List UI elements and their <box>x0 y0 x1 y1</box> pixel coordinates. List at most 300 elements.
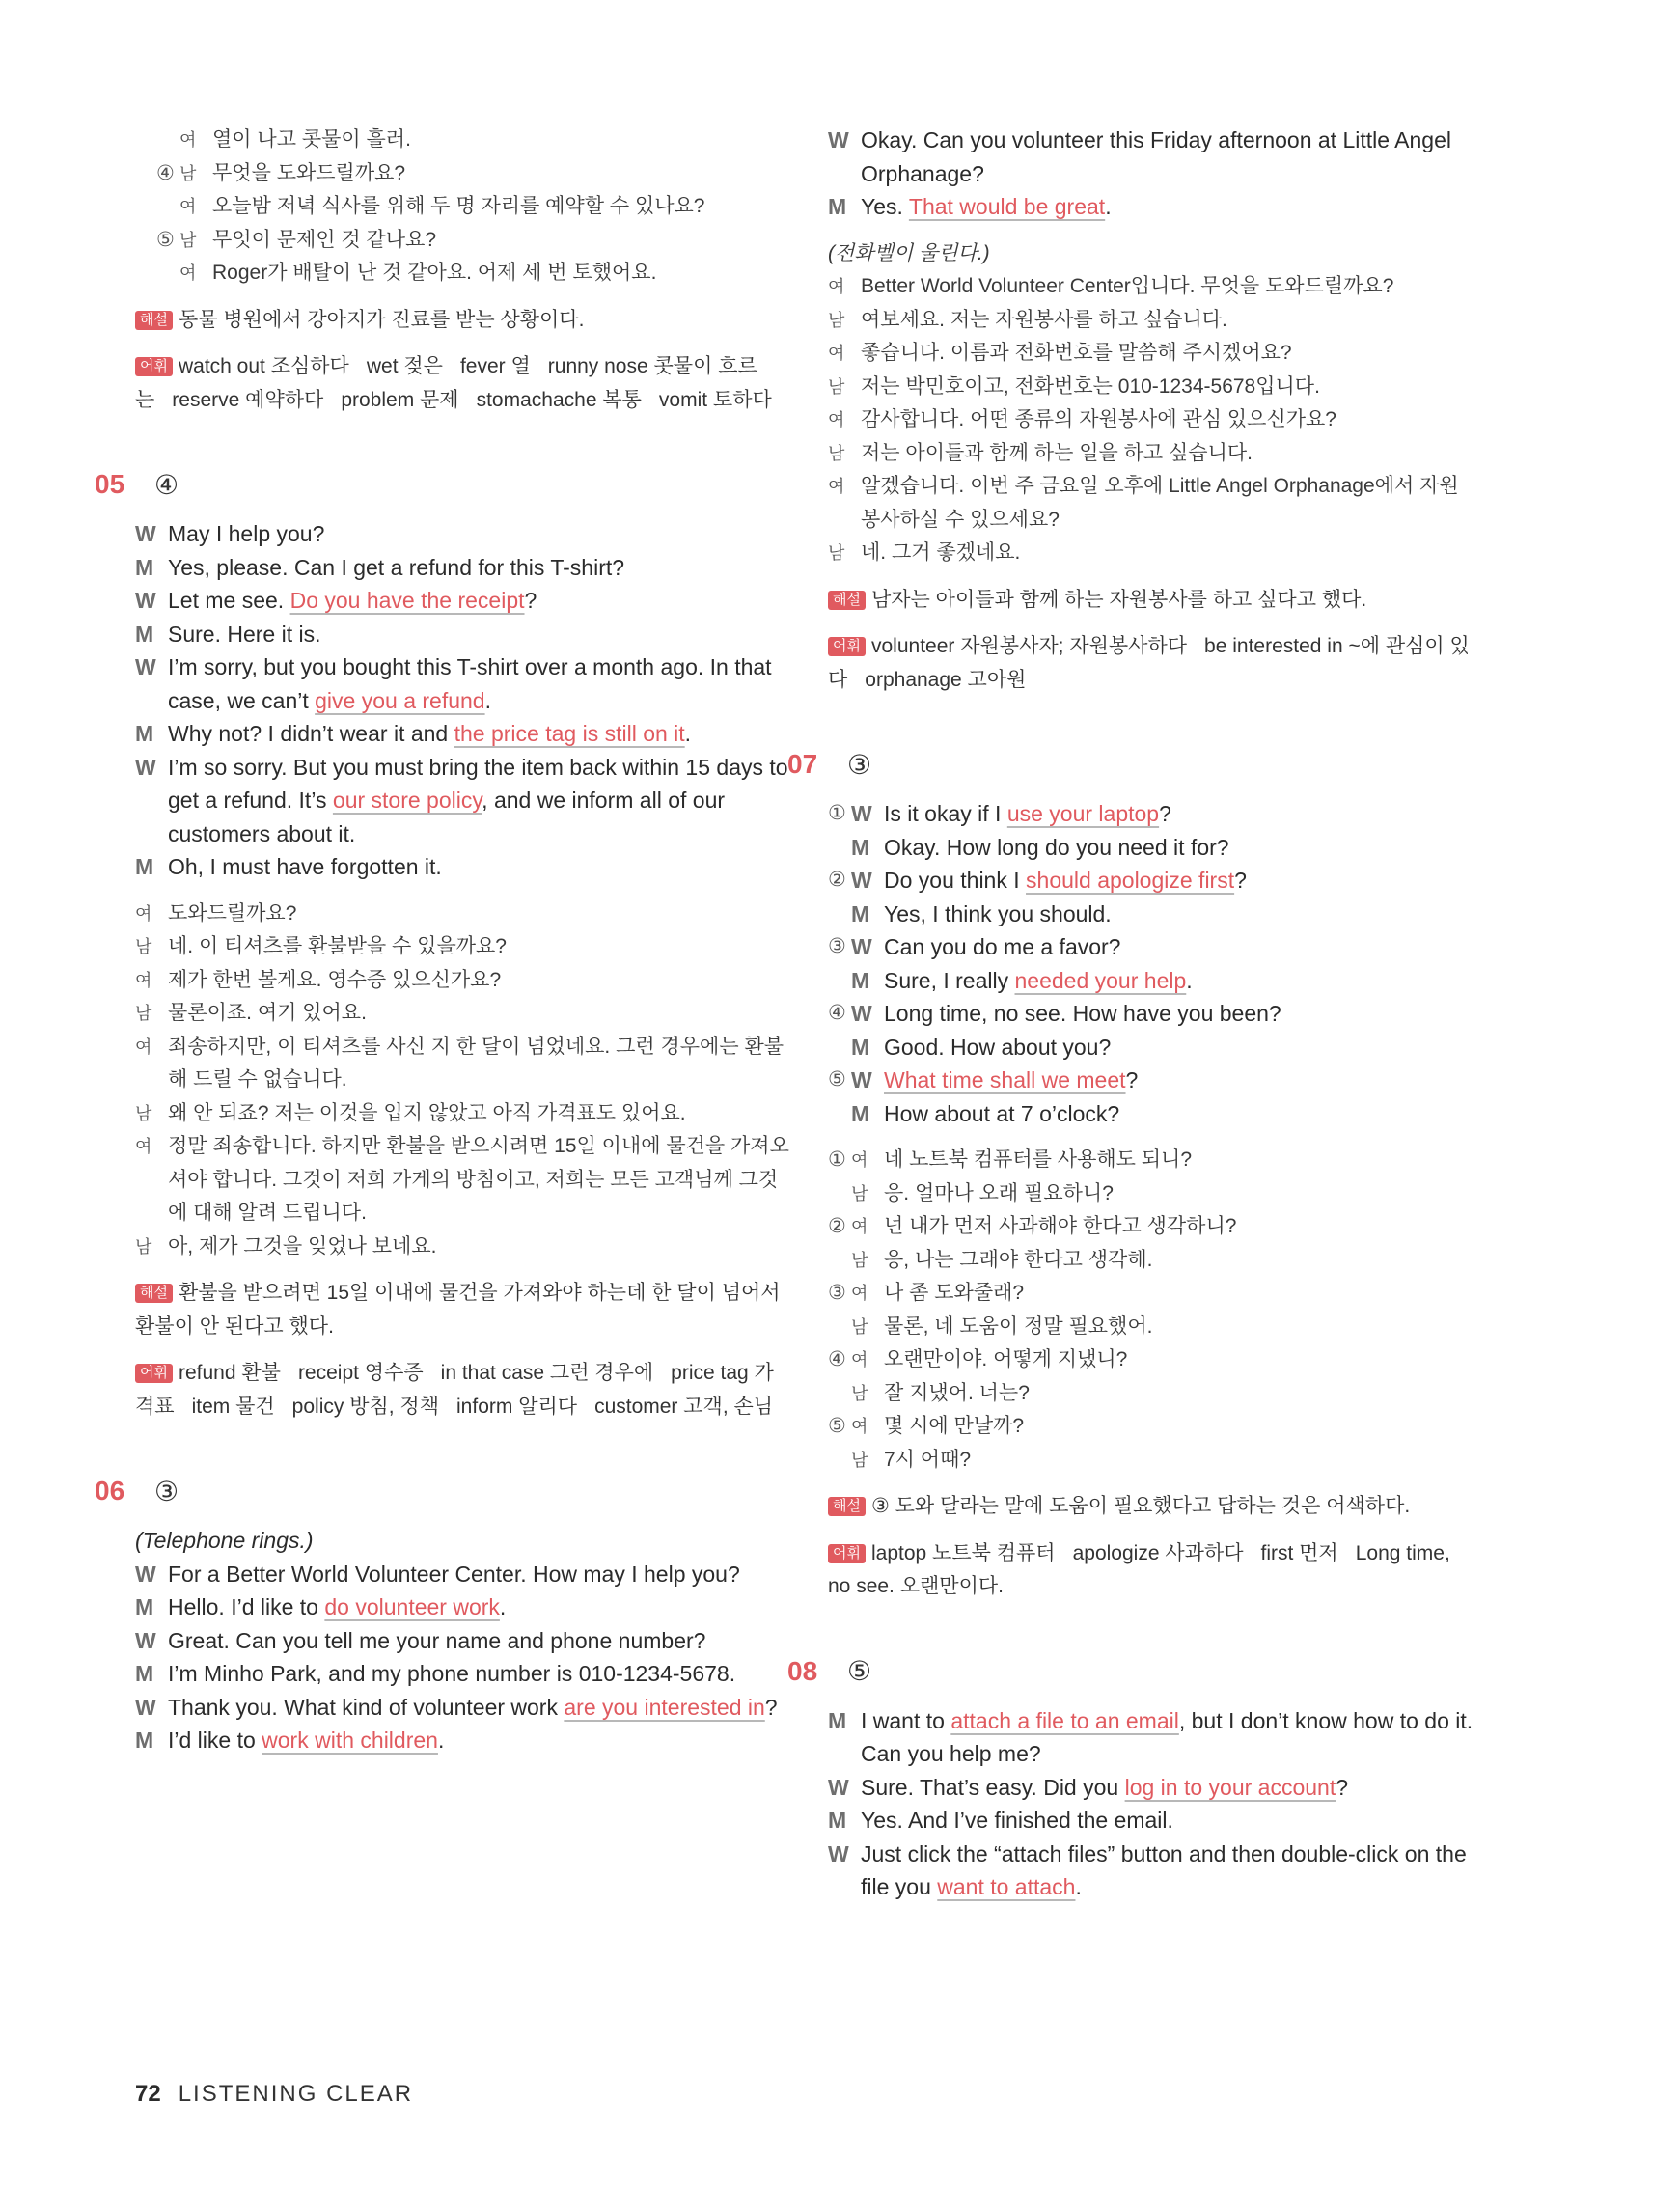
speaker-label: 여 <box>179 197 197 216</box>
vocab-item: in that case 그런 경우에 <box>440 1362 654 1384</box>
speaker-label: 여 <box>135 903 152 924</box>
text-segment: ? <box>1234 868 1247 893</box>
choice-number <box>156 257 179 290</box>
translation-text: 무엇을 도와드릴까요? <box>212 161 406 184</box>
speaker-label: 남 <box>851 1450 868 1470</box>
vocab-tag: 어휘 <box>135 1364 173 1383</box>
translation-text: 저는 박민호이고, 전화번호는 010-1234-5678입니다. <box>861 374 1320 398</box>
vocab-item: be interested in ~에 관심이 있다 <box>828 635 1470 691</box>
dialogue-line <box>135 1590 791 1624</box>
dialogue-text <box>168 618 791 651</box>
vocab-item: watch out 조심하다 <box>178 355 349 377</box>
speaker-label: M <box>135 854 154 879</box>
text-segment: How about at 7 o’clock? <box>884 1100 1120 1126</box>
speaker-label: M <box>135 1594 154 1619</box>
choice-number: ① <box>828 1148 846 1171</box>
vocab-tag: 어휘 <box>135 357 173 376</box>
speaker-label: 남 <box>851 1383 868 1403</box>
choice-number <box>828 1311 851 1344</box>
answer: ③ <box>847 749 872 780</box>
q05-dialogue <box>135 517 791 884</box>
dialogue-line <box>828 797 1474 831</box>
vocab-item: item 물건 <box>191 1395 275 1418</box>
text-segment: I’m Minho Park, and my phone number is 010-1234-5678. <box>168 1661 736 1686</box>
explain-tag: 해설 <box>828 591 866 610</box>
q04-vocabulary <box>135 350 791 417</box>
text-segment: Let me see. <box>168 588 290 613</box>
translation-line <box>828 403 1474 437</box>
choice-number: ② <box>828 869 846 891</box>
text-segment: . <box>1186 967 1193 993</box>
translation-line <box>135 224 791 258</box>
dialogue-line <box>828 930 1474 964</box>
text-segment: Sure, I really <box>884 967 1015 993</box>
translation-text: 아, 제가 그것을 잊었나 보네요. <box>168 1234 437 1258</box>
speaker-label: W <box>135 521 156 546</box>
speaker-label: W <box>135 654 156 679</box>
choice-number: ⑤ <box>156 228 175 251</box>
speaker-label: 여 <box>135 1137 152 1156</box>
translation-text: 열이 나고 콧물이 흘러. <box>212 128 411 151</box>
dialogue-line <box>135 751 791 851</box>
dialogue-text <box>168 1691 791 1725</box>
choice-number <box>828 1031 851 1065</box>
text-segment: Yes, I think you should. <box>884 900 1112 926</box>
blank-answer: log in to your account <box>1124 1774 1336 1800</box>
q05-korean-translation <box>135 898 791 1264</box>
q08-dialogue <box>828 1704 1474 1904</box>
text-segment: Sure. That’s easy. Did you <box>861 1774 1125 1800</box>
text-segment: . <box>437 1728 445 1753</box>
q07-korean-translation <box>828 1144 1474 1477</box>
q05-explanation: 해설 환불을 받으려면 15일 이내에 물건을 가져와야 하는데 한 달이 넘어서 환불이 안 된다고 했다. <box>135 1282 781 1338</box>
translation-line <box>135 257 791 290</box>
dialogue-text <box>884 898 1474 931</box>
text-segment: Yes. <box>861 194 909 219</box>
vocab-item: refund 환불 <box>178 1362 281 1384</box>
speaker-label: 여 <box>179 263 197 283</box>
translation-text: 무엇이 문제인 것 같나요? <box>212 228 437 251</box>
question-number: 06 <box>95 1476 125 1506</box>
q06-dialogue-continued <box>828 124 1474 224</box>
vocab-item: price tag 가격표 <box>135 1362 774 1418</box>
speaker-label: M <box>135 621 154 647</box>
choice-number: ⑤ <box>828 1068 846 1091</box>
blank-answer: are you interested in <box>564 1694 765 1720</box>
speaker-label: 여 <box>851 1150 868 1170</box>
translation-line <box>135 898 791 931</box>
choice-number: ④ <box>828 1002 846 1024</box>
speaker-label: M <box>135 721 154 746</box>
speaker-label: 남 <box>135 1004 152 1023</box>
text-segment: Hello. I’d like to <box>168 1594 325 1619</box>
speaker-label: W <box>828 1840 849 1866</box>
dialogue-line <box>135 1691 791 1725</box>
speaker-label: 여 <box>179 130 197 150</box>
question-number: 07 <box>787 749 818 779</box>
translation-line <box>828 1377 1474 1411</box>
translation-line <box>135 930 791 964</box>
speaker-label: W <box>135 588 156 613</box>
text-segment: Long time, no see. How have you been? <box>884 1001 1281 1026</box>
speaker-label: 여 <box>851 1417 868 1436</box>
vocab-tag: 어휘 <box>828 637 866 656</box>
text-segment: Do you think I <box>884 868 1027 893</box>
dialogue-text <box>884 1064 1474 1097</box>
speaker-label: 남 <box>828 543 845 563</box>
translation-text: 물론, 네 도움이 정말 필요했어. <box>884 1314 1153 1338</box>
dialogue-text <box>168 1657 791 1691</box>
translation-line <box>135 190 791 224</box>
translation-line <box>135 157 791 191</box>
text-segment: . <box>1105 194 1112 219</box>
speaker-label: W <box>851 801 872 826</box>
translation-line <box>828 1177 1474 1211</box>
text-segment: Yes, please. Can I get a refund for this T-shirt? <box>168 554 625 580</box>
left-column <box>95 124 791 1757</box>
speaker-label: 남 <box>179 230 197 250</box>
dialogue-line <box>135 1724 791 1757</box>
blank-answer: want to attach <box>937 1874 1076 1899</box>
text-segment: ? <box>524 588 537 613</box>
question-number: 08 <box>787 1655 818 1686</box>
explain-tag: 해설 <box>135 1284 173 1303</box>
dialogue-line <box>135 551 791 585</box>
dialogue-line <box>828 997 1474 1031</box>
speaker-label: 남 <box>135 1103 152 1123</box>
translation-text: 죄송하지만, 이 티셔츠를 사신 지 한 달이 넘었네요. 그런 경우에는 환불해 드릴 수 없습니다. <box>168 1035 785 1091</box>
translation-line <box>135 964 791 998</box>
choice-number: ④ <box>828 1348 846 1370</box>
text-segment: ? <box>1336 1774 1349 1800</box>
q07-explanation: 해설 ③ 도와 달라는 말에 도움이 필요했다고 답하는 것은 어색하다. <box>828 1490 1474 1524</box>
vocab-item: customer 고객, 손님 <box>594 1395 774 1418</box>
choice-number <box>828 831 851 865</box>
answer: ⑤ <box>847 1656 872 1686</box>
vocab-item: apologize 사과하다 <box>1072 1541 1244 1564</box>
dialogue-line <box>135 1624 791 1658</box>
speaker-label: W <box>828 127 849 152</box>
dialogue-text <box>884 964 1474 998</box>
text-segment: I’m so sorry. But you must bring the item back within 15 days to get a refund. It’s <box>168 754 788 813</box>
speaker-label: 여 <box>135 970 152 990</box>
choice-number <box>828 964 851 998</box>
vocab-tag: 어휘 <box>828 1544 866 1563</box>
dialogue-text <box>168 1724 791 1757</box>
q07-vocabulary <box>828 1537 1474 1604</box>
speaker-label: W <box>135 1694 156 1720</box>
vocab-item: inform 알리다 <box>456 1395 578 1418</box>
dialogue-text <box>884 1097 1474 1131</box>
speaker-label: 남 <box>135 1236 152 1257</box>
text-segment: Thank you. What kind of volunteer work <box>168 1694 565 1720</box>
speaker-label: M <box>828 1707 847 1733</box>
vocab-item: fever 열 <box>459 355 531 377</box>
translation-text: 네 노트북 컴퓨터를 사용해도 되니? <box>884 1148 1193 1171</box>
translation-line <box>135 1130 791 1230</box>
stage-direction-korean: (전화벨이 울린다.) <box>828 241 990 264</box>
text-segment: , and we inform all of our customers about it. <box>168 788 726 846</box>
translation-text: 저는 아이들과 함께 하는 일을 하고 싶습니다. <box>861 441 1253 464</box>
dialogue-text <box>168 850 791 884</box>
dialogue-text <box>861 1838 1474 1904</box>
text-segment: ? <box>764 1694 778 1720</box>
choice-number: ② <box>828 1215 846 1237</box>
page-footer <box>135 2081 413 2108</box>
dialogue-text <box>168 1590 791 1624</box>
speaker-label: M <box>851 967 870 993</box>
text-segment: ? <box>1125 1067 1139 1092</box>
text-segment: Why not? I didn’t wear it and <box>168 721 454 746</box>
speaker-label: 여 <box>851 1217 868 1236</box>
translation-line <box>828 270 1474 304</box>
dialogue-text <box>884 797 1474 831</box>
speaker-label: M <box>851 1100 870 1126</box>
text-segment: . <box>499 1594 507 1619</box>
text-segment: . <box>484 687 491 713</box>
text-segment: . <box>1075 1874 1082 1899</box>
dialogue-line <box>828 1771 1474 1805</box>
translation-line <box>828 437 1474 471</box>
q06-explanation: 해설 남자는 아이들과 함께 하는 자원봉사를 하고 싶다고 했다. <box>828 584 1474 618</box>
translation-line <box>135 1230 791 1264</box>
choice-number <box>828 1177 851 1211</box>
dialogue-line <box>828 1031 1474 1065</box>
dialogue-line <box>828 1838 1474 1904</box>
blank-answer: work with children <box>262 1728 438 1753</box>
speaker-label: 여 <box>851 1350 868 1369</box>
choice-number <box>156 124 179 157</box>
blank-answer: use your laptop <box>1006 801 1160 826</box>
translation-line <box>828 1244 1474 1278</box>
text-segment: Sure. Here it is. <box>168 621 321 647</box>
translation-text: 응, 나는 그래야 한다고 생각해. <box>884 1248 1153 1271</box>
translation-line <box>828 537 1474 570</box>
dialogue-line <box>135 1558 791 1591</box>
translation-line <box>828 1277 1474 1311</box>
text-segment: For a Better World Volunteer Center. How may I help you? <box>168 1561 740 1587</box>
question-number: 05 <box>95 469 125 499</box>
dialogue-text <box>168 551 791 585</box>
speaker-label: 여 <box>828 277 845 296</box>
translation-line <box>828 371 1474 404</box>
speaker-label: 여 <box>828 344 845 363</box>
dialogue-line <box>828 1704 1474 1771</box>
speaker-label: 여 <box>135 1037 152 1057</box>
speaker-label: 남 <box>851 1183 868 1203</box>
vocab-item: receipt 영수증 <box>297 1362 424 1384</box>
vocab-item: vomit 토하다 <box>658 388 772 411</box>
dialogue-text <box>168 751 791 851</box>
choice-number: ⑤ <box>828 1415 846 1437</box>
speaker-label: W <box>135 754 156 780</box>
speaker-label: 남 <box>828 443 845 463</box>
dialogue-text <box>168 1558 791 1591</box>
vocab-item: stomachache 복통 <box>476 388 642 411</box>
dialogue-text <box>884 997 1474 1031</box>
text-segment: I want to <box>861 1707 951 1733</box>
dialogue-line <box>135 517 791 551</box>
translation-text: 감사합니다. 어떤 종류의 자원봉사에 관심 있으신가요? <box>861 408 1336 430</box>
q04-korean-translation <box>135 124 791 290</box>
dialogue-text <box>168 584 791 618</box>
dialogue-line <box>828 124 1474 190</box>
speaker-label: W <box>135 1627 156 1653</box>
vocab-item: wet 젖은 <box>366 355 443 377</box>
q07-header <box>787 745 1474 784</box>
text-segment: Is it okay if I <box>884 801 1007 826</box>
dialogue-text <box>861 1804 1474 1838</box>
choice-number: ③ <box>828 1282 846 1304</box>
vocab-item: volunteer 자원봉사자; 자원봉사하다 <box>870 635 1188 657</box>
q06-header <box>95 1472 791 1510</box>
translation-text: Better World Volunteer Center입니다. 무엇을 도와드릴까요? <box>861 275 1394 297</box>
speaker-label: 여 <box>828 477 845 496</box>
choice-number: ③ <box>828 935 846 957</box>
dialogue-text <box>168 650 791 717</box>
translation-line <box>828 1343 1474 1377</box>
text-segment: , but I don’t know how to do it. Can you help me? <box>861 1707 1473 1766</box>
speaker-label: W <box>851 1067 872 1092</box>
q05-header <box>95 465 791 504</box>
speaker-label: M <box>828 1808 847 1833</box>
translation-text: 응. 얼마나 오래 필요하니? <box>884 1181 1114 1204</box>
text-segment: . <box>684 721 692 746</box>
explain-tag: 해설 <box>828 1497 866 1516</box>
vocab-item: policy 방침, 정책 <box>291 1395 440 1418</box>
speaker-label: M <box>135 1728 154 1753</box>
translation-text: 좋습니다. 이름과 전화번호를 말씀해 주시겠어요? <box>861 342 1292 364</box>
text-segment: Okay. Can you volunteer this Friday afternoon at Little Angel Orphanage? <box>861 127 1451 186</box>
text-segment: ? <box>1159 801 1171 826</box>
choice-number <box>156 190 179 224</box>
dialogue-line <box>135 1657 791 1691</box>
blank-answer: our store policy <box>332 788 482 813</box>
dialogue-line <box>828 898 1474 931</box>
dialogue-text <box>861 1771 1474 1805</box>
text-segment: Can you do me a favor? <box>884 934 1121 959</box>
dialogue-text <box>884 1031 1474 1065</box>
vocab-item: first 먼저 <box>1260 1541 1338 1564</box>
translation-line <box>828 304 1474 338</box>
choice-number <box>828 1444 851 1478</box>
dialogue-line <box>828 1097 1474 1131</box>
q08-header <box>787 1652 1474 1691</box>
speaker-label: M <box>851 1034 870 1060</box>
text-segment: Great. Can you tell me your name and phone number? <box>168 1627 706 1653</box>
dialogue-text <box>884 930 1474 964</box>
translation-text: 알겠습니다. 이번 주 금요일 오후에 Little Angel Orphanage에서 자원봉사하실 수 있으세요? <box>861 475 1459 531</box>
speaker-label: 남 <box>179 163 197 183</box>
blank-answer: give you a refund <box>315 687 485 713</box>
dialogue-text <box>861 1704 1474 1771</box>
translation-text: 7시 어때? <box>884 1448 972 1471</box>
translation-line <box>828 1311 1474 1344</box>
text-segment: Oh, I must have forgotten it. <box>168 854 442 879</box>
speaker-label: 남 <box>828 376 845 397</box>
choice-number <box>828 898 851 931</box>
speaker-label: M <box>135 554 154 580</box>
blank-answer: do volunteer work <box>324 1594 500 1619</box>
vocab-item: runny nose 콧물이 흐르는 <box>135 355 757 411</box>
speaker-label: 여 <box>851 1284 868 1303</box>
speaker-label: M <box>851 900 870 926</box>
dialogue-text <box>884 831 1474 865</box>
dialogue-line <box>828 864 1474 898</box>
dialogue-line <box>828 964 1474 998</box>
translation-text: 제가 한번 볼게요. 영수증 있으신가요? <box>168 968 502 991</box>
speaker-label: M <box>828 194 847 219</box>
dialogue-text <box>168 1624 791 1658</box>
blank-answer: Do you have the receipt <box>289 588 525 613</box>
translation-line <box>828 1144 1474 1177</box>
blank-answer: needed your help <box>1014 967 1187 993</box>
translation-line <box>135 997 791 1031</box>
translation-line <box>135 1031 791 1097</box>
stage-direction: (Telephone rings.) <box>135 1528 314 1553</box>
explain-tag: 해설 <box>135 311 173 330</box>
speaker-label: W <box>851 934 872 959</box>
speaker-label: W <box>851 868 872 893</box>
text-segment: May I help you? <box>168 521 325 546</box>
blank-answer: That would be great <box>908 194 1106 219</box>
dialogue-line <box>828 831 1474 865</box>
vocab-item: Long time, no see. 오랜만이다. <box>828 1541 1450 1597</box>
dialogue-text <box>861 124 1474 190</box>
dialogue-text <box>861 190 1474 224</box>
speaker-label: W <box>135 1561 156 1587</box>
speaker-label: M <box>135 1661 154 1686</box>
dialogue-line <box>828 1064 1474 1097</box>
translation-text: 몇 시에 만날까? <box>884 1415 1025 1437</box>
translation-text: 왜 안 되죠? 저는 이것을 입지 않았고 아직 가격표도 있어요. <box>168 1101 686 1124</box>
speaker-label: W <box>828 1774 849 1800</box>
speaker-label: M <box>851 834 870 860</box>
vocab-item: orphanage 고아원 <box>865 668 1027 691</box>
q05-vocabulary <box>135 1357 791 1424</box>
text-segment: Good. How about you? <box>884 1034 1112 1060</box>
text-segment: Just click the “attach files” button and then double-click on the file you <box>861 1840 1467 1899</box>
vocab-item: problem 문제 <box>341 388 459 411</box>
vocab-item: reserve 예약하다 <box>172 388 324 411</box>
translation-text: 오랜만이야. 어떻게 지냈니? <box>884 1348 1128 1370</box>
translation-text: 나 좀 도와줄래? <box>884 1282 1025 1304</box>
speaker-label: 남 <box>135 937 152 956</box>
translation-line <box>828 1210 1474 1244</box>
speaker-label: 남 <box>851 1250 868 1270</box>
vocab-item: laptop 노트북 컴퓨터 <box>870 1541 1056 1564</box>
choice-number <box>828 1097 851 1131</box>
dialogue-line <box>135 717 791 751</box>
translation-text: 물론이죠. 여기 있어요. <box>168 1002 367 1024</box>
translation-text: 정말 죄송합니다. 하지만 환불을 받으시려면 15일 이내에 물건을 가져오셔야 합니다. 그것이 저희 가게의 방침이고, 저희는 모든 고객님께 그것에 대해 알려 드립니다. <box>168 1135 789 1224</box>
translation-text: 잘 지냈어. 너는? <box>884 1381 1030 1404</box>
dialogue-line <box>135 584 791 618</box>
translation-text: 네. 그거 좋겠네요. <box>861 541 1021 564</box>
speaker-label: 남 <box>851 1316 868 1337</box>
right-column <box>787 124 1474 1904</box>
q06-dialogue <box>135 1558 791 1757</box>
translation-line <box>828 337 1474 371</box>
dialogue-line <box>828 1804 1474 1838</box>
dialogue-text <box>168 717 791 751</box>
dialogue-line <box>135 850 791 884</box>
translation-line <box>135 124 791 157</box>
translation-text: 여보세요. 저는 자원봉사를 하고 싶습니다. <box>861 308 1227 331</box>
speaker-label: W <box>851 1001 872 1026</box>
translation-text: 오늘밤 저녁 식사를 위해 두 명 자리를 예약할 수 있나요? <box>212 195 705 217</box>
dialogue-line <box>135 618 791 651</box>
